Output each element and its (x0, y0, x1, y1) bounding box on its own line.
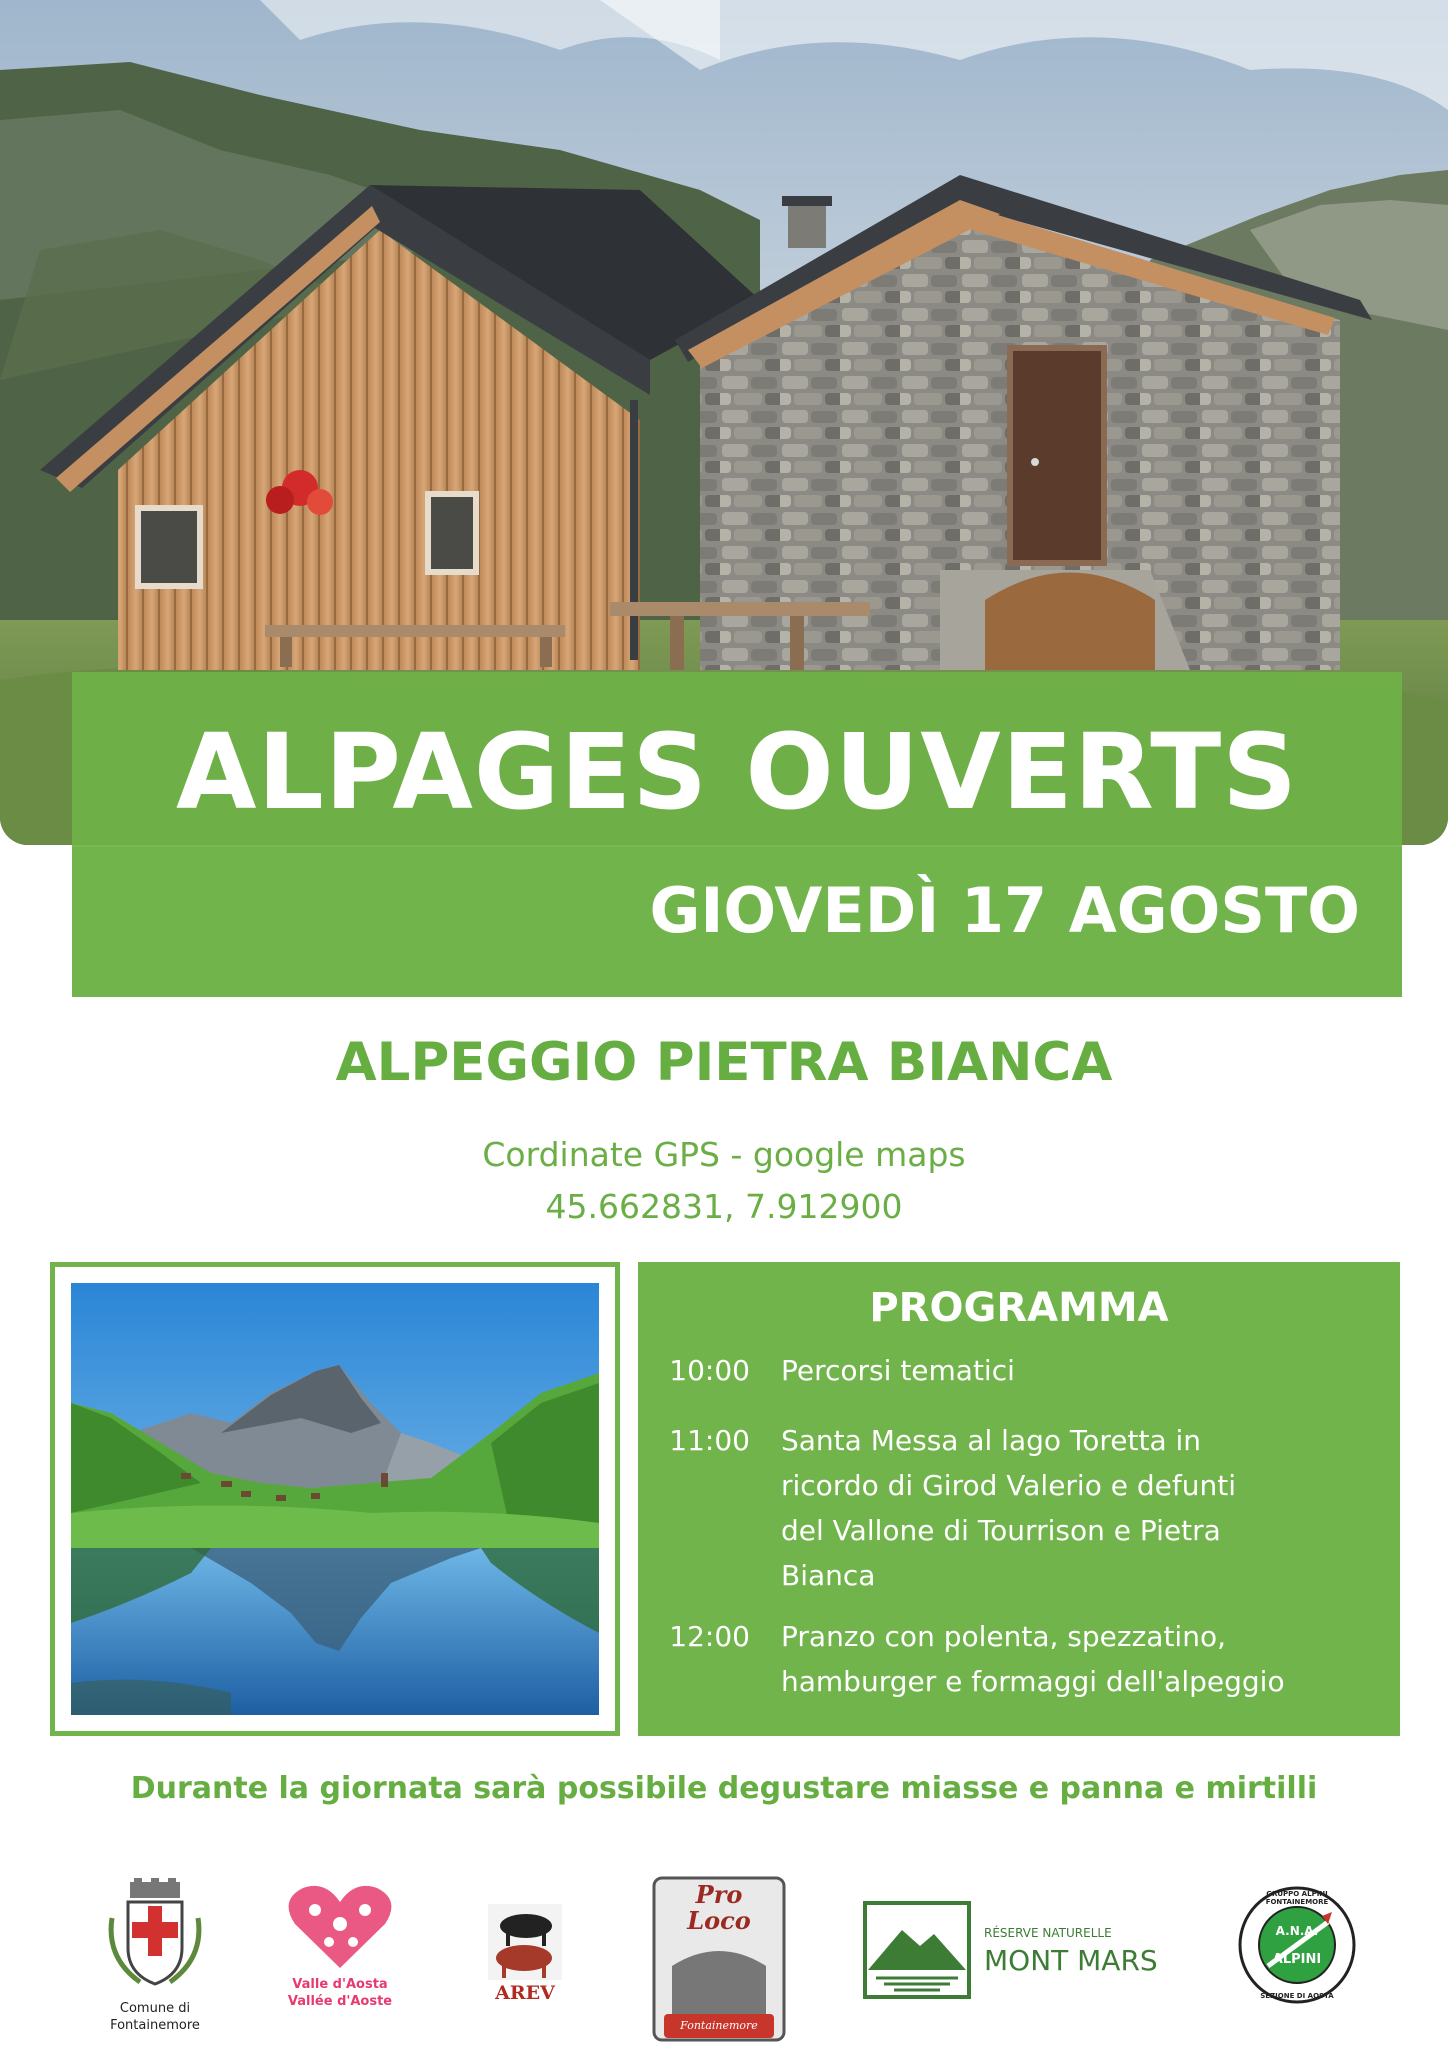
tasting-note: Durante la giornata sarà possibile degustare miasse e panna e mirtilli (130, 1771, 1318, 1806)
arev-caption: AREV (495, 1982, 555, 2004)
pro-loco-logo (652, 1876, 786, 2042)
alpini-ring-top: GRUPPO ALPINI FONTAINEMORE (1265, 1890, 1329, 1906)
programme-time: 12:00 (669, 1620, 750, 1653)
mont-mars-label: RÉSERVE NATURELLE (984, 1926, 1112, 1940)
mont-mars-name: MONT MARS (984, 1944, 1158, 1977)
gps-label: Cordinate GPS - google maps (482, 1135, 966, 1174)
alpini-center-bottom: ALPINI (1272, 1952, 1322, 1967)
programme-description (781, 1614, 1381, 1704)
lake-photo (71, 1283, 599, 1715)
programme-time: 11:00 (669, 1424, 750, 1457)
mont-mars-logo (862, 1900, 1172, 2000)
mountain-reserve-icon (862, 1900, 972, 2000)
valle-caption-line: Vallée d'Aoste (287, 1994, 393, 2009)
pro-loco-line: Pro (695, 1880, 743, 1909)
title-band (72, 672, 1402, 997)
programme-box (638, 1262, 1400, 1736)
cow-icon (488, 1904, 562, 1980)
heart-icon (285, 1880, 395, 1972)
comune-caption-line: Fontainemore (110, 2018, 200, 2033)
lake-photo-frame (50, 1262, 620, 1736)
programme-title: PROGRAMMA (869, 1285, 1169, 1331)
pro-loco-town: Fontainemore (680, 2019, 758, 2032)
programme-line: hamburger e formaggi dell'alpeggio (781, 1665, 1285, 1698)
gruppo-alpini-logo (1238, 1886, 1356, 2004)
alpini-center-top: A.N.A. (1275, 1924, 1319, 1938)
programme-line: Percorsi tematici (781, 1354, 1015, 1387)
valle-caption-line: Valle d'Aosta (292, 1977, 388, 1992)
programme-line: Santa Messa al lago Toretta in (781, 1424, 1202, 1457)
programme-description (781, 1418, 1381, 1598)
programme-line: ricordo di Girod Valerio e defunti (781, 1469, 1236, 1502)
gps-coordinates: 45.662831, 7.912900 (545, 1187, 903, 1226)
mountain-lake-illustration (71, 1283, 599, 1715)
comune-fontainemore-logo (100, 1878, 210, 2048)
alpini-ring-bottom: SEZIONE DI AOSTA (1260, 1992, 1334, 2000)
pro-loco-line: Loco (687, 1906, 751, 1935)
programme-description (781, 1348, 1381, 1393)
event-date: GIOVEDÌ 17 AGOSTO (649, 874, 1360, 947)
programme-time: 10:00 (669, 1354, 750, 1387)
programme-line: del Vallone di Tourrison e Pietra (781, 1514, 1221, 1547)
valle-aosta-logo (285, 1880, 395, 2030)
event-title: ALPAGES OUVERTS (175, 711, 1299, 833)
arev-logo (488, 1904, 562, 2014)
comune-caption-line: Comune di (119, 2001, 191, 2016)
location-name: ALPEGGIO PIETRA BIANCA (335, 1032, 1113, 1093)
programme-line: Bianca (781, 1559, 876, 1592)
coat-of-arms-icon (100, 1878, 210, 1998)
programme-line: Pranzo con polenta, spezzatino, (781, 1620, 1226, 1653)
